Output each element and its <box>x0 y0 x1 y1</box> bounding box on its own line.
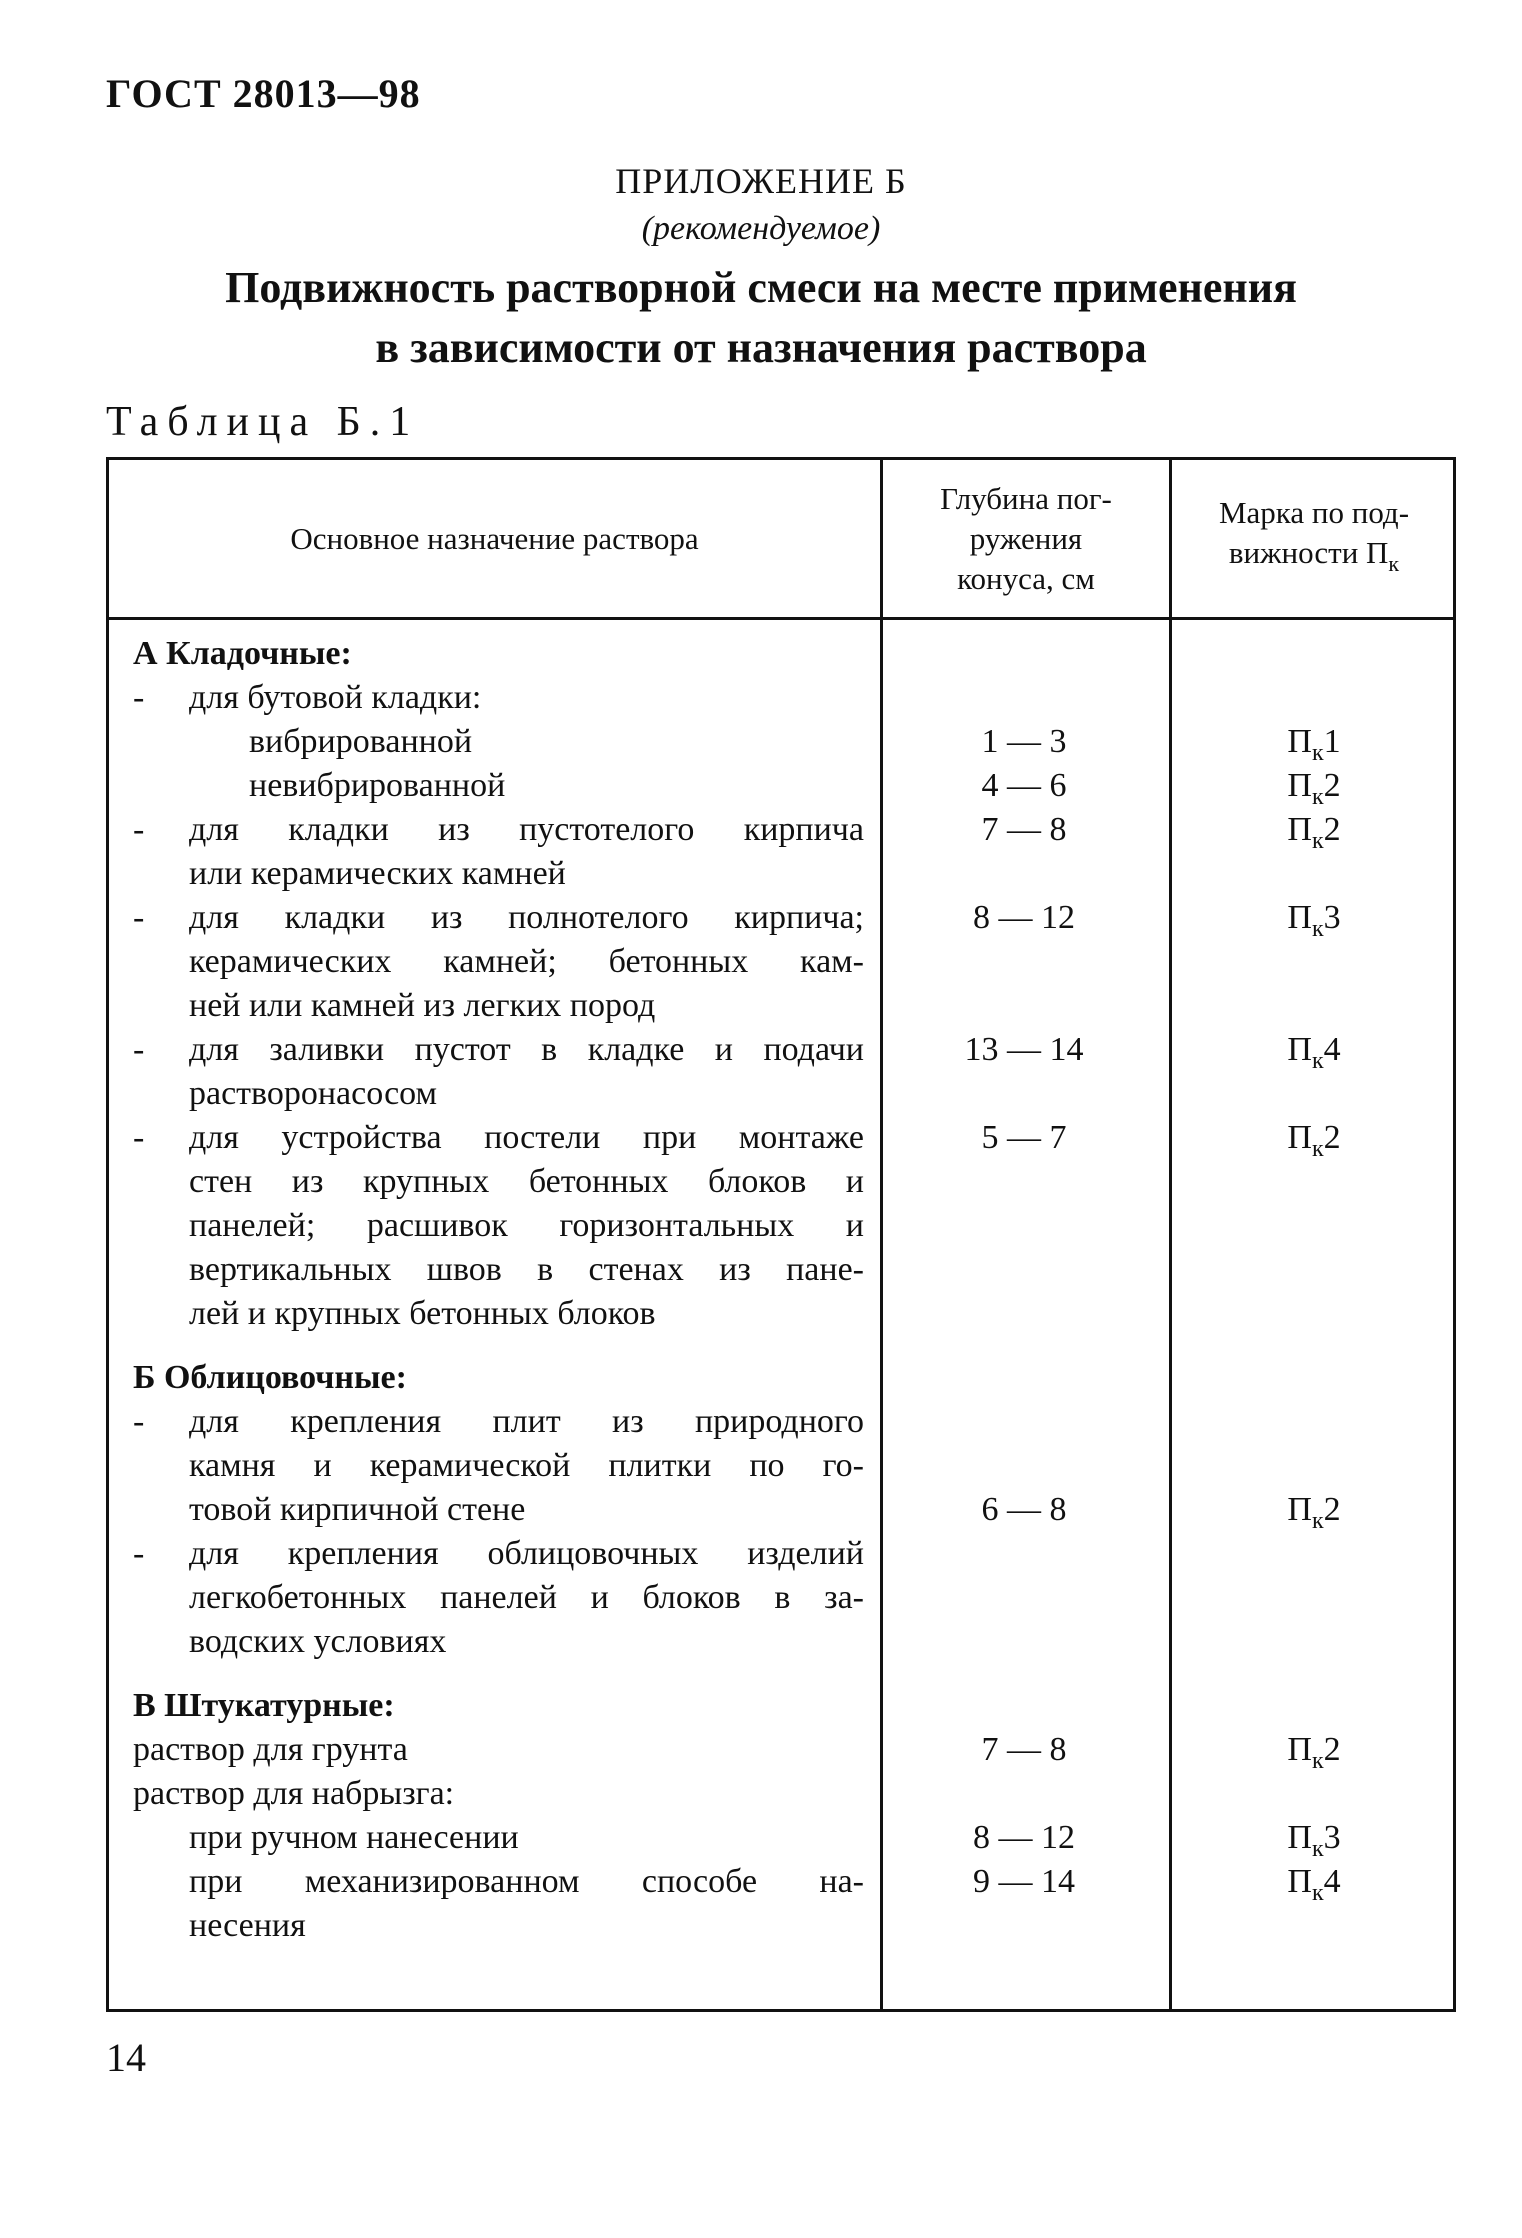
grade-value: $П_к4$ <box>1287 1031 1341 1074</box>
grade-value: $П_к2$ <box>1287 811 1341 854</box>
row-text: вибрированной <box>249 723 473 760</box>
grade-value: $П_к3$ <box>1287 1819 1341 1862</box>
row-text: стен из крупных бетонных блоков и <box>189 1163 864 1200</box>
depth-value: 1 — 3 <box>981 723 1067 760</box>
grade-value: $П_к2$ <box>1287 767 1341 810</box>
column-header-grade <box>1172 460 1456 617</box>
grade-value: $П_к1$ <box>1287 723 1341 766</box>
depth-value: 7 — 8 <box>981 811 1067 848</box>
row-text: для заливки пустот в кладке и подачи <box>189 1031 864 1068</box>
row-text: при ручном нанесении <box>189 1819 519 1856</box>
list-dash: - <box>133 1119 145 1156</box>
row-text: для бутовой кладки: <box>189 679 482 716</box>
column-divider <box>1169 460 1172 2009</box>
depth-value: 13 — 14 <box>964 1031 1084 1068</box>
column-divider <box>880 460 883 2009</box>
header-divider <box>109 617 1453 620</box>
depth-value: 4 — 6 <box>981 767 1067 804</box>
data-table <box>106 457 1456 2012</box>
row-text: раствор для набрызга: <box>133 1775 455 1812</box>
section-title-plaster: В Штукатурные: <box>133 1687 395 1724</box>
row-text: водских условиях <box>189 1623 447 1660</box>
column-header-grade-line: вижности $П_к$ <box>1228 535 1400 576</box>
page-number: 14 <box>106 2035 146 2080</box>
row-text: товой кирпичной стене <box>189 1491 526 1528</box>
row-text: невибрированной <box>249 767 506 804</box>
list-dash: - <box>133 811 145 848</box>
row-text: для крепления плит из природного <box>189 1403 864 1440</box>
depth-value: 5 — 7 <box>981 1119 1067 1156</box>
list-dash: - <box>133 899 145 936</box>
grade-value: $П_к3$ <box>1287 899 1341 942</box>
row-text: панелей; расшивок горизонтальных и <box>189 1207 864 1244</box>
column-header-purpose-label: Основное назначение раствора <box>290 520 699 556</box>
column-header-depth-line: ружения <box>969 520 1083 556</box>
row-text: раствор для грунта <box>133 1731 408 1768</box>
row-text: лей и крупных бетонных блоков <box>189 1295 656 1332</box>
table-label: Таблица Б.1 <box>106 399 420 445</box>
column-header-depth <box>883 460 1169 617</box>
depth-value: 8 — 12 <box>973 1819 1075 1856</box>
appendix-title: ПРИЛОЖЕНИЕ Б <box>615 161 907 201</box>
column-header-purpose <box>109 460 880 617</box>
appendix-subtitle: (рекомендуемое) <box>641 210 881 247</box>
row-text: для крепления облицовочных изделий <box>189 1535 864 1572</box>
row-text: или керамических камней <box>189 855 566 892</box>
row-text: растворонасосом <box>189 1075 438 1112</box>
depth-value: 9 — 14 <box>973 1863 1075 1900</box>
row-text: легкобетонных панелей и блоков в за- <box>189 1579 864 1616</box>
appendix-heading <box>0 258 1522 378</box>
grade-value: $П_к4$ <box>1287 1863 1341 1906</box>
row-text: для устройства постели при монтаже <box>189 1119 864 1156</box>
list-dash: - <box>133 1535 145 1572</box>
row-text: ней или камней из легких пород <box>189 987 656 1024</box>
row-text: несения <box>189 1907 306 1944</box>
row-text: для кладки из полнотелого кирпича; <box>189 899 864 936</box>
appendix-heading-line2: в зависимости от назначения раствора <box>375 323 1147 372</box>
grade-value: $П_к2$ <box>1287 1491 1341 1534</box>
standard-number: ГОСТ 28013—98 <box>106 71 421 116</box>
row-text: вертикальных швов в стенах из пане- <box>189 1251 864 1288</box>
grade-value: $П_к2$ <box>1287 1119 1341 1162</box>
column-header-depth-line: Глубина пог- <box>940 480 1112 516</box>
depth-value: 8 — 12 <box>973 899 1075 936</box>
depth-value: 6 — 8 <box>981 1491 1067 1528</box>
row-text: при механизированном способе на- <box>189 1863 864 1900</box>
column-header-grade-line: Марка по под- <box>1218 495 1410 530</box>
grade-value: $П_к2$ <box>1287 1731 1341 1774</box>
row-text: для кладки из пустотелого кирпича <box>189 811 864 848</box>
list-dash: - <box>133 1403 145 1440</box>
list-dash: - <box>133 679 145 716</box>
appendix-heading-line1: Подвижность растворной смеси на месте применения <box>225 263 1297 312</box>
list-dash: - <box>133 1031 145 1068</box>
depth-value: 7 — 8 <box>981 1731 1067 1768</box>
row-text: керамических камней; бетонных кам- <box>189 943 864 980</box>
section-title-masonry: А Кладочные: <box>133 635 352 672</box>
row-text: камня и керамической плитки по го- <box>189 1447 864 1484</box>
column-header-depth-line: конуса, см <box>957 560 1095 596</box>
section-title-facing: Б Облицовочные: <box>133 1359 407 1396</box>
